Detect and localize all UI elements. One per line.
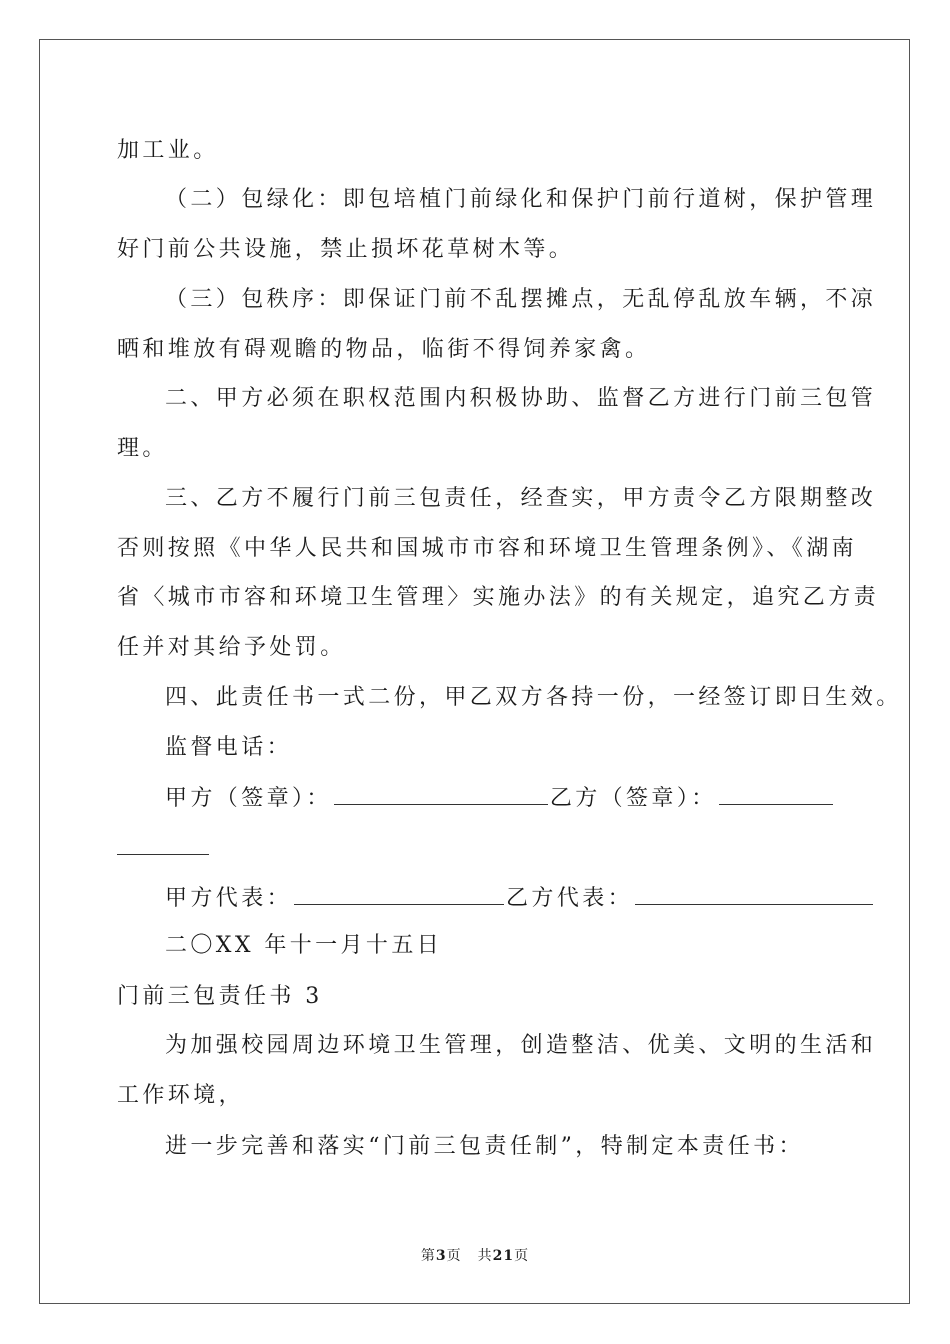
party-a-seal-label: 甲方（签章）：: [165, 786, 332, 811]
body-line: 加工业。: [117, 138, 219, 163]
party-a-rep-blank: [294, 882, 504, 905]
party-b-rep-label: 乙方代表：: [506, 886, 634, 911]
body-line: 理。: [117, 436, 168, 461]
page-prefix: 第: [420, 1248, 436, 1264]
party-a-rep-label: 甲方代表：: [165, 886, 293, 911]
body-line: 否则按照《中华人民共和国城市市容和环境卫生管理条例》、《湖南: [117, 536, 858, 561]
intro-line: 进一步完善和落实“门前三包责任制”，特制定本责任书：: [165, 1134, 804, 1159]
intro-line: 工作环境，: [117, 1083, 245, 1108]
signature-row-rep: [165, 882, 875, 914]
section-title: 门前三包责任书 3: [117, 984, 323, 1009]
page-border: [39, 39, 910, 1304]
body-line: 任并对其给予处罚。: [117, 635, 346, 660]
body-line: （三）包秩序：即保证门前不乱摆摊点，无乱停乱放车辆，不凉: [165, 287, 877, 312]
party-b-seal-blank: [719, 782, 833, 805]
body-line: （二）包绿化：即包培植门前绿化和保护门前行道树，保护管理: [165, 187, 877, 212]
body-line: 省〈城市市容和环境卫生管理〉实施办法》的有关规定，追究乙方责: [117, 585, 880, 610]
total-pages: 21: [492, 1248, 515, 1264]
body-line: 监督电话：: [165, 735, 293, 760]
page-footer: [0, 1245, 950, 1265]
body-line: 晒和堆放有碍观瞻的物品，临街不得饲养家禽。: [117, 337, 651, 362]
date-line: 二〇XX 年十一月十五日: [165, 933, 443, 958]
body-line: 二、甲方必须在职权范围内积极协助、监督乙方进行门前三包管: [165, 386, 877, 411]
signature-row-seal: [165, 782, 835, 814]
page-suffix: 页: [446, 1248, 462, 1264]
party-b-rep-blank: [635, 882, 873, 905]
body-line: 四、此责任书一式二份，甲乙双方各持一份，一经签订即日生效。: [165, 685, 902, 710]
page-number: 3: [435, 1248, 447, 1264]
body-line: 三、乙方不履行门前三包责任，经查实，甲方责令乙方限期整改: [165, 486, 877, 511]
signature-row-seal-continued: [117, 832, 209, 864]
body-line: 好门前公共设施，禁止损坏花草树木等。: [117, 237, 575, 262]
intro-line: 为加强校园周边环境卫生管理，创造整洁、优美、文明的生活和: [165, 1033, 877, 1058]
total-prefix: 共: [477, 1248, 493, 1264]
party-b-seal-blank-continued: [117, 832, 209, 855]
total-suffix: 页: [514, 1248, 530, 1264]
party-a-seal-blank: [334, 782, 548, 805]
party-b-seal-label: 乙方（签章）：: [549, 786, 717, 811]
